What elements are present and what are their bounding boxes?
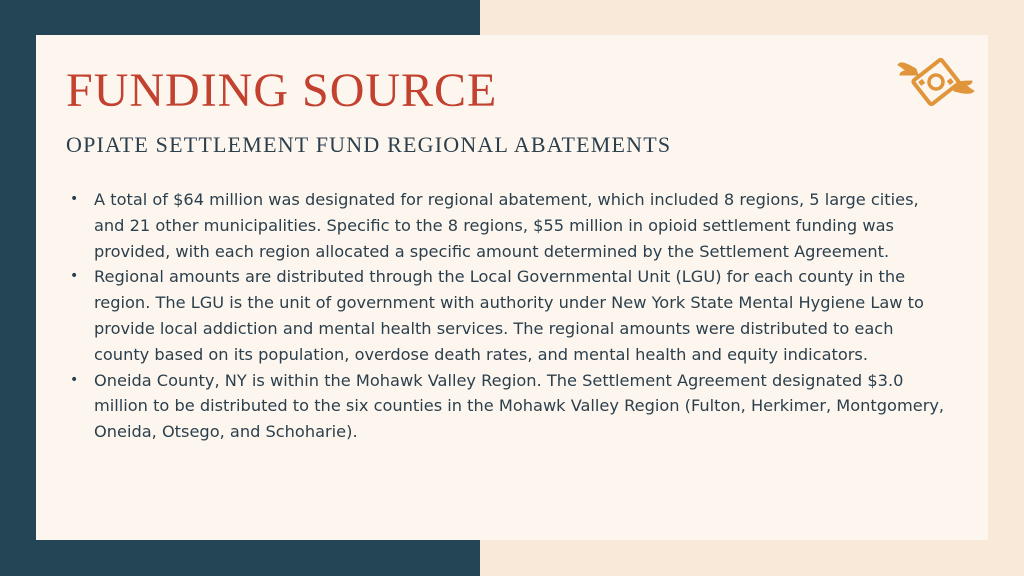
bullet-marker: • xyxy=(70,268,79,285)
bullet-marker: • xyxy=(70,371,79,388)
bullet-marker: • xyxy=(70,191,79,207)
flying-money-icon xyxy=(896,45,976,119)
bullet-item-total-funding xyxy=(68,187,948,264)
content-card xyxy=(36,35,988,540)
bullet-list xyxy=(68,187,948,445)
bullet-text: Oneida County, NY is within the Mohawk Valley Region. The Settlement Agreement designated $3.0 million to be distributed to the six counties in the Mohawk Valley Region (Fulton, Herkimer, Montgomery, Oneida, Otsego, and Schoharie). xyxy=(94,370,945,442)
page-subtitle: OPIATE SETTLEMENT FUND REGIONAL ABATEMENTS xyxy=(66,132,672,157)
page-title: FUNDING SOURCE xyxy=(66,64,498,117)
bullet-text: A total of $64 million was designated for regional abatement, which included 8 regions, 5 large cities, and 21 other municipalities. Specific to the 8 regions, $55 million in opioid settlement funding was provided, with each region allocated a specific amount determined by the Settlement Agreement. xyxy=(94,190,919,261)
bullet-item-regional-distribution xyxy=(68,264,948,367)
bullet-item-oneida-county xyxy=(68,368,948,445)
bullet-text: Regional amounts are distributed through the Local Governmental Unit (LGU) for each county in the region. The LGU is the unit of government with authority under New York State Mental Hygiene Law to provide local addiction and mental health services. The regional amounts were distributed to each county based on its population, overdose death rates, and mental health and equity indicators. xyxy=(94,267,924,364)
